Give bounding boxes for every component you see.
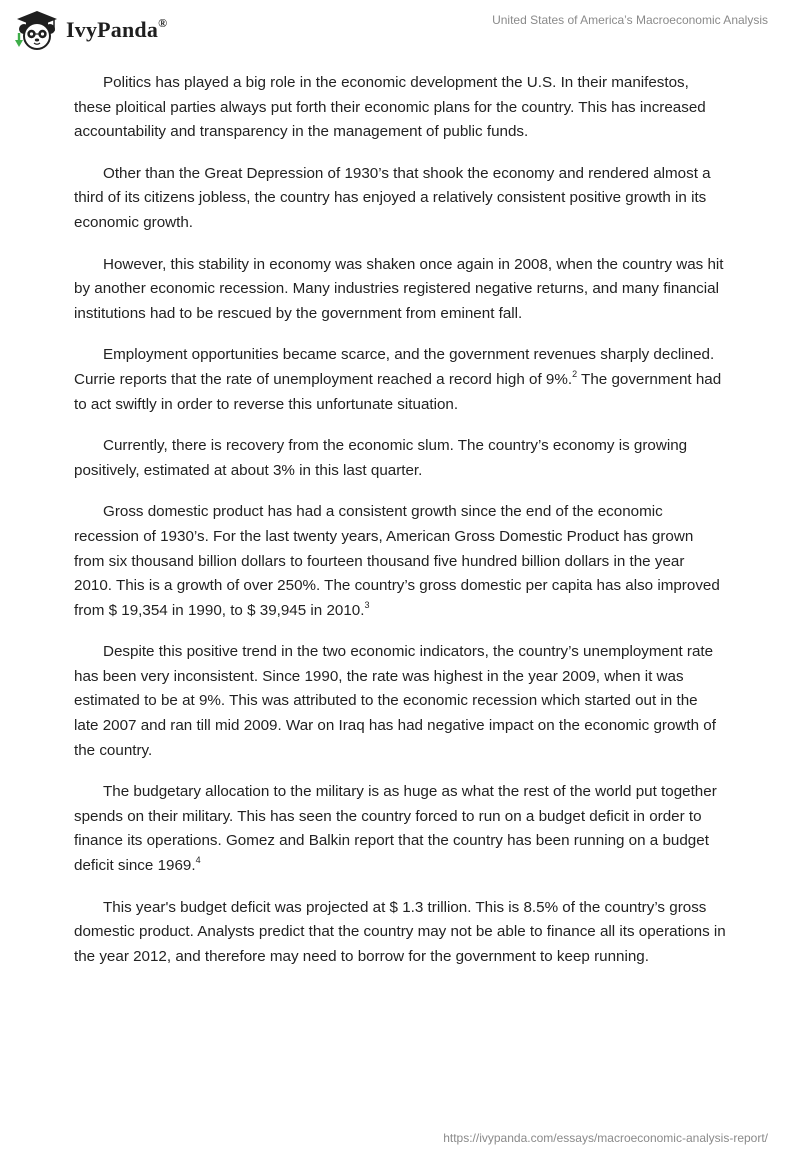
- paragraph: The budgetary allocation to the military is as huge as what the rest of the world put together spends on their military. This has seen the country forced to run on a budget deficit in order to finance its operations. Gomez and Balkin report that the country has been running on a budget deficit since 1969.$^4$: [74, 783, 717, 875]
- paragraph: Politics has played a big role in the economic development the U.S. In their manifestos, these ploitical parties always put forth their economic plans for the country. This has increased accountability and transparency in the management of public funds.: [74, 74, 706, 141]
- paragraph: Gross domestic product has had a consistent growth since the end of the economic recession of 1930’s. For the last twenty years, American Gross Domestic Product has grown from six thousand billion dollars to fourteen thousand five hundred billion dollars in the year 2010. This is a growth of over 250%. The country’s gross domestic per capita has also improved from $ 19,354 in 1990, to $ 39,945 in 2010.$^3$: [74, 503, 720, 619]
- source-url[interactable]: https://ivypanda.com/essays/macroeconomic-analysis-report/: [443, 1131, 768, 1145]
- brand-name: IvyPanda®: [66, 15, 168, 42]
- paragraph: However, this stability in economy was shaken once again in 2008, when the country was hit by another economic recession. Many industries registered negative returns, and many financial institutions had to be rescued by the government from eminent fall.: [74, 255, 724, 322]
- paragraph: Despite this positive trend in the two economic indicators, the country’s unemployment rate has been very inconsistent. Since 1990, the rate was highest in the year 2009, when it was estimated to be at 9%. This was attributed to the economic recession which started out in the late 2007 and ran till mid 2009. War on Iraq has had negative impact on the economic growth of the country.: [74, 643, 716, 759]
- paragraph: Other than the Great Depression of 1930’s that shook the economy and rendered almost a third of its citizens jobless, the country has enjoyed a relatively consistent positive growth in its economic growth.: [74, 164, 711, 231]
- ivypanda-logo[interactable]: [14, 9, 167, 51]
- paragraph: Currently, there is recovery from the economic slum. The country’s economy is growing positively, estimated at about 3% in this last quarter.: [74, 437, 688, 479]
- footnote-ref[interactable]: 2: [572, 368, 578, 379]
- panda-graduate-icon: [14, 9, 60, 51]
- essay-body: [74, 71, 726, 986]
- document-title: United States of America’s Macroeconomic Analysis: [492, 13, 768, 27]
- page-header: [0, 0, 800, 60]
- footnote-ref[interactable]: 4: [195, 854, 201, 865]
- paragraph: Employment opportunities became scarce, and the government revenues sharply declined. Currie reports that the rate of unemployment reached a record high of 9%.$^2$ The government had to act swiftly in order to reverse this unfortunate situation.: [74, 346, 722, 413]
- footnote-ref[interactable]: 3: [364, 599, 370, 610]
- paragraph: This year's budget deficit was projected at $ 1.3 trillion. This is 8.5% of the country’s gross domestic product. Analysts predict that the country may not be able to finance all its operations in the year 2012, and therefore may need to borrow for the government to keep running.: [74, 898, 726, 965]
